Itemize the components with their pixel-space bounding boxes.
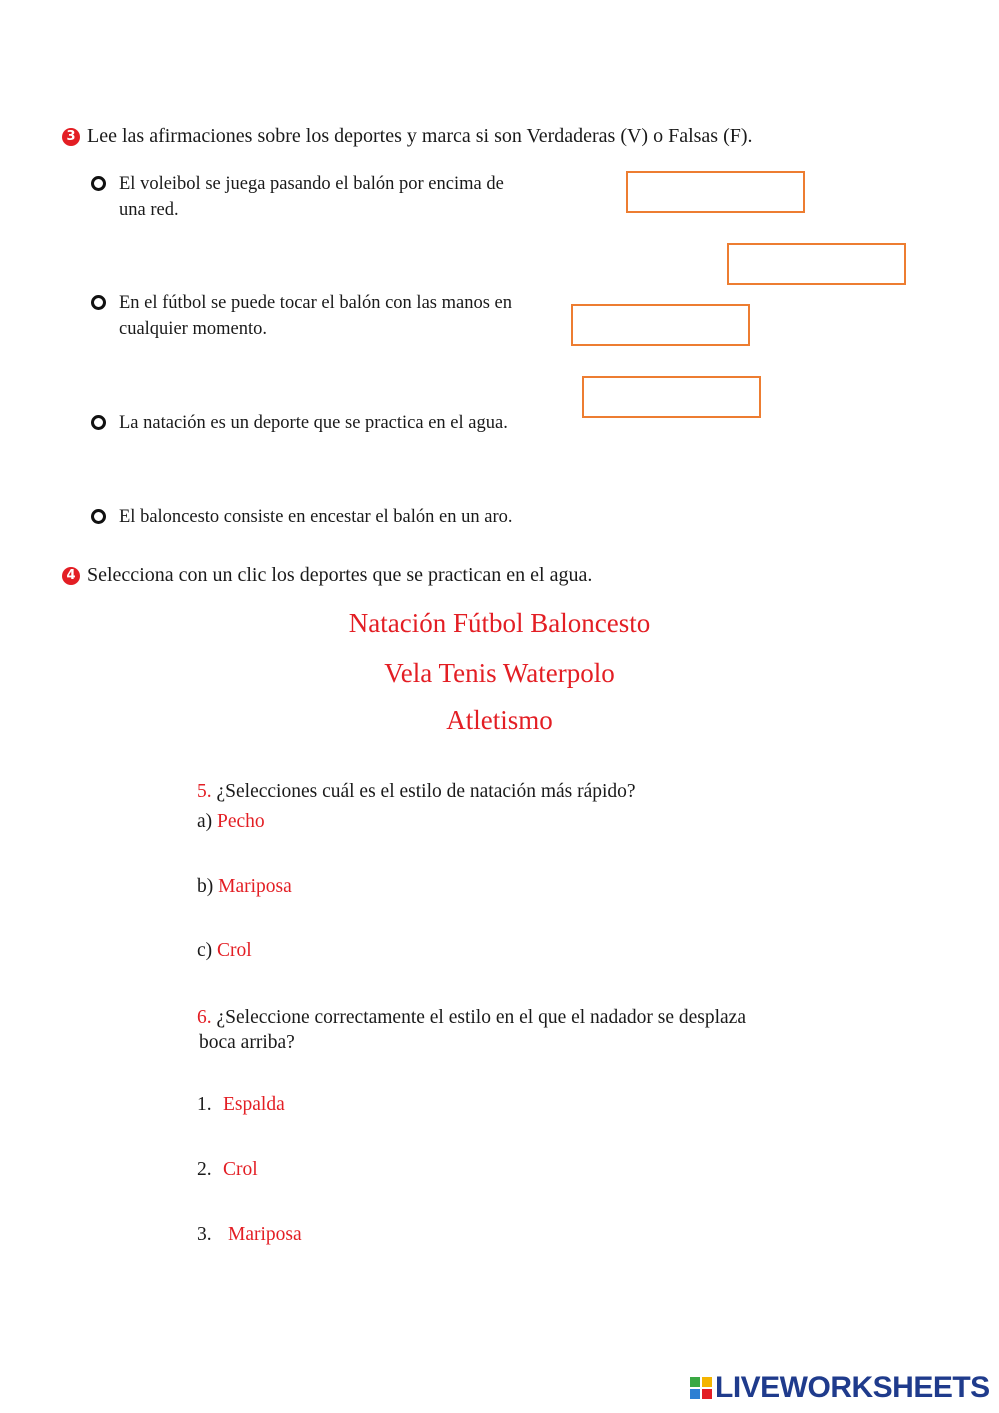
q5-option-b-label[interactable]: Mariposa [218, 876, 292, 897]
q6-option-3-label[interactable]: Mariposa [228, 1224, 302, 1245]
question-6-number: 6. [197, 1007, 212, 1028]
logo-text: LIVEWORKSHEETS [715, 1371, 990, 1404]
answer-box-3[interactable] [571, 304, 750, 346]
sport-futbol[interactable]: Fútbol [452, 608, 524, 638]
answer-box-1[interactable] [626, 171, 805, 213]
statement-4-line1: El baloncesto consiste en encestar el balón en un aro. [119, 507, 513, 527]
q5-option-c-marker: c) [197, 940, 213, 961]
statement-4 [119, 504, 559, 530]
q5-option-b-marker: b) [197, 876, 214, 897]
liveworksheets-logo [690, 1371, 990, 1405]
bullet-icon [91, 176, 106, 191]
sport-tenis[interactable]: Tenis [438, 658, 497, 688]
answer-box-4[interactable] [582, 376, 761, 418]
statement-2-line2: cualquier momento. [119, 319, 267, 339]
statement-1-line2: una red. [119, 200, 179, 220]
q6-option-2[interactable] [197, 1159, 258, 1181]
sport-waterpolo[interactable]: Waterpolo [502, 658, 615, 688]
statement-1 [119, 171, 559, 223]
q5-option-b[interactable] [197, 876, 292, 898]
statement-2-line1: En el fútbol se puede tocar el balón con las manos en [119, 293, 512, 313]
question-5 [197, 779, 636, 804]
sports-row-2 [0, 658, 999, 689]
sport-natacion[interactable]: Natación [348, 608, 447, 638]
sport-vela[interactable]: Vela [384, 658, 433, 688]
statement-1-line1: El voleibol se juega pasando el balón por encima de [119, 174, 504, 194]
question-5-text: ¿Selecciones cuál es el estilo de natación más rápido? [216, 781, 636, 802]
question-6 [197, 1005, 817, 1055]
sport-baloncesto[interactable]: Baloncesto [530, 608, 651, 638]
statement-3 [119, 410, 559, 436]
statement-2 [119, 290, 559, 342]
statement-3-line1: La natación es un deporte que se practica en el agua. [119, 413, 508, 433]
q6-option-1[interactable] [197, 1094, 285, 1116]
section-4-instruction [62, 564, 592, 587]
bullet-icon [91, 295, 106, 310]
question-6-line2: boca arriba? [199, 1032, 295, 1053]
q6-option-3-marker: 3. [197, 1224, 212, 1245]
question-6-text: ¿Seleccione correctamente el estilo en el que el nadador se desplaza [216, 1007, 746, 1028]
number-3-badge: 3 [62, 128, 80, 146]
number-4-badge: 4 [62, 567, 80, 585]
question-6-line1 [197, 1005, 817, 1030]
q5-option-a-label[interactable]: Pecho [217, 811, 265, 832]
q5-option-a[interactable] [197, 811, 265, 833]
sports-row-3 [0, 705, 999, 736]
q6-option-1-marker: 1. [197, 1094, 212, 1115]
section-3-text: Lee las afirmaciones sobre los deportes y marca si son Verdaderas (V) o Falsas (F). [87, 125, 753, 147]
section-3-instruction [62, 125, 753, 148]
sports-row-1 [0, 608, 999, 639]
q6-option-3[interactable] [197, 1224, 302, 1246]
q5-option-a-marker: a) [197, 811, 213, 832]
logo-grid-icon [690, 1377, 712, 1399]
q5-option-c-label[interactable]: Crol [217, 940, 252, 961]
q6-option-1-label[interactable]: Espalda [223, 1094, 285, 1115]
answer-box-2[interactable] [727, 243, 906, 285]
q5-option-c[interactable] [197, 940, 252, 962]
sport-atletismo[interactable]: Atletismo [446, 705, 553, 735]
q6-option-2-marker: 2. [197, 1159, 212, 1180]
section-4-text: Selecciona con un clic los deportes que se practican en el agua. [87, 564, 593, 586]
question-5-number: 5. [197, 781, 212, 802]
bullet-icon [91, 415, 106, 430]
bullet-icon [91, 509, 106, 524]
q6-option-2-label[interactable]: Crol [223, 1159, 258, 1180]
